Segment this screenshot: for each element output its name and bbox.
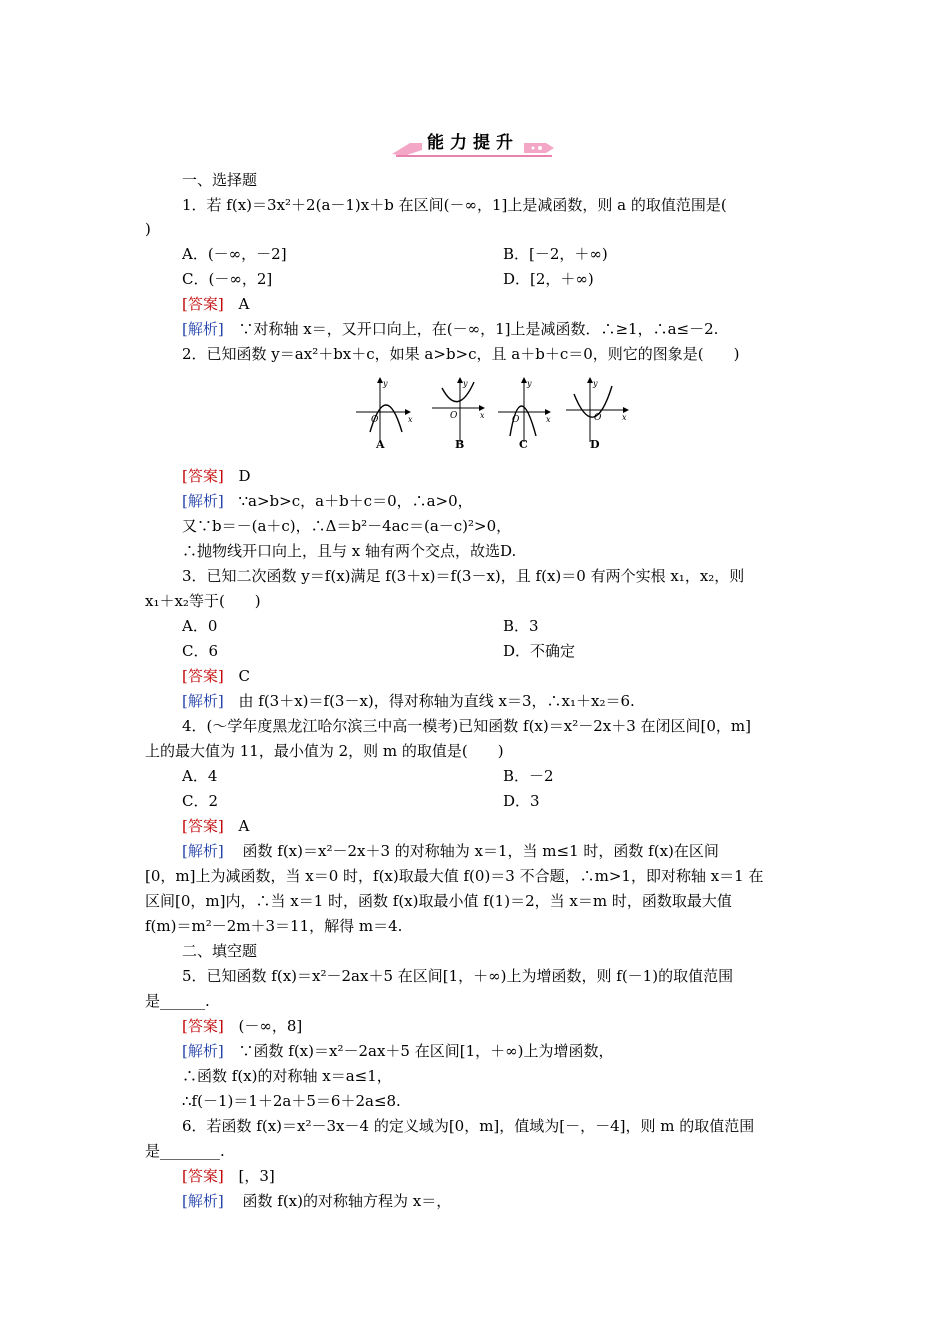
q4-stem: 4．(～学年度黑龙江哈尔滨三中高一模考)已知函数 f(x)＝x²－2x＋3 在闭区间[0，m] [182,717,751,735]
q4-answer [182,816,249,836]
q5-analysis-line3: ∴f(－1)＝1＋2a＋5＝6＋2a≤8. [182,1092,401,1110]
answer-tag: [答案] [182,667,224,685]
q2-stem: 2．已知函数 y＝ax²＋bx＋c，如果 a>b>c，且 a＋b＋c＝0，则它的图象是( ) [182,345,740,363]
analysis-tag: [解析] [182,1042,224,1060]
q1-stem-cont: ) [145,220,151,238]
axis-y-label: y [527,379,532,388]
analysis-text: 由 f(3＋x)＝f(3－x)，得对称轴为直线 x＝3，∴x₁＋x₂＝6. [238,692,635,710]
answer-value: C [238,667,250,685]
q1-option-b: B．[－2，＋∞) [503,245,608,263]
analysis-tag: [解析] [182,492,224,510]
origin-label: O [594,413,602,423]
q3-option-c: C．6 [182,642,219,660]
axis-x-label: x [480,411,485,420]
banner-title: 能力提升 [427,133,519,153]
answer-tag: [答案] [182,1167,224,1185]
axis-y-label: y [593,379,598,388]
q4-analysis-line2: [0，m]上为减函数，当 x＝0 时，f(x)取最大值 f(0)＝3 不合题，∴m>1，即对称轴 x＝1 在 [145,867,764,885]
graph-d [566,378,628,451]
q1-option-a: A．(－∞，－2] [182,245,287,263]
axis-x-label: x [408,415,413,424]
analysis-text: ∵函数 f(x)＝x²－2ax＋5 在区间[1，＋∞)上为增函数， [238,1042,614,1060]
q5-answer [182,1016,302,1036]
axis-y-label: y [383,379,388,388]
answer-value: A [238,817,250,835]
q1-analysis [182,319,718,339]
answer-value: D [238,467,251,485]
q3-option-a: A．0 [182,617,218,635]
analysis-tag: [解析] [182,692,224,710]
q2-analysis-line2: 又∵b＝－(a＋c)，∴Δ＝b²－4ac＝(a－c)²>0， [182,517,512,535]
analysis-text: 函数 f(x)的对称轴方程为 x＝， [242,1192,452,1210]
q4-option-b: B．－2 [503,767,554,785]
q5-analysis [182,1041,613,1061]
answer-tag: [答案] [182,295,224,313]
analysis-text: ∵对称轴 x＝，又开口向上，在(－∞，1]上是减函数．∴≥1，∴a≤－2. [238,320,719,338]
q4-stem-cont: 上的最大值为 11，最小值为 2，则 m 的取值是( ) [145,742,504,760]
answer-value: (－∞，8] [238,1017,303,1035]
section-heading-fill: 二、填空题 [182,942,258,960]
q4-analysis-line3: 区间[0，m]内，∴当 x＝1 时，函数 f(x)取最小值 f(1)＝2，当 x＝m 时，函数取最大值 [145,892,732,910]
section-banner [392,126,554,158]
q4-analysis-line4: f(m)＝m²－2m＋3＝11，解得 m＝4. [145,917,403,935]
q3-analysis [182,691,635,711]
q3-stem: 3．已知二次函数 y＝f(x)满足 f(3＋x)＝f(3－x)，且 f(x)＝0 有两个实根 x₁，x₂，则 [182,567,745,585]
q2-analysis [182,491,473,511]
q5-stem: 5．已知函数 f(x)＝x²－2ax＋5 在区间[1，＋∞)上为增函数，则 f(－1)的取值范围 [182,967,734,985]
q4-analysis [182,841,719,861]
q3-option-d: D．不确定 [503,642,576,660]
section-heading-choice: 一、选择题 [182,171,258,189]
analysis-tag: [解析] [182,320,224,338]
q1-answer [182,294,249,314]
q2-analysis-line3: ∴抛物线开口向上，且与 x 轴有两个交点，故选D. [182,542,517,560]
q3-stem-cont: x₁＋x₂等于( ) [145,592,261,610]
answer-value: A [238,295,250,313]
q1-option-d: D．[2，＋∞) [503,270,594,288]
answer-value: [，3] [238,1167,275,1185]
analysis-text: 函数 f(x)＝x²－2x＋3 的对称轴为 x＝1，当 m≤1 时，函数 f(x)在区间 [242,842,719,860]
graph-b [432,378,485,451]
graph-label-a: A [376,438,385,451]
q6-stem-cont: 是________. [145,1142,225,1160]
axis-x-label: x [622,413,627,422]
q6-stem: 6．若函数 f(x)＝x²－3x－4 的定义域为[0，m]，值域为[－，－4]，则 m 的取值范围 [182,1117,755,1135]
parabola-options-figure [350,374,640,454]
answer-tag: [答案] [182,467,224,485]
parabola-graphs [350,374,640,454]
answer-tag: [答案] [182,817,224,835]
q6-analysis [182,1191,451,1211]
graph-c [498,378,551,451]
analysis-text: ∵a>b>c，a＋b＋c＝0，∴a>0， [238,492,473,510]
q3-answer [182,666,250,686]
q1-stem: 1．若 f(x)＝3x²＋2(a－1)x＋b 在区间(－∞，1]上是减函数，则 a 的取值范围是( [182,196,727,214]
analysis-tag: [解析] [182,842,224,860]
graph-label-d: D [590,438,600,451]
axis-y-label: y [463,379,468,388]
origin-label: O [450,411,458,421]
graph-a [356,378,413,451]
origin-label: O [512,415,520,425]
q5-stem-cont: 是______. [145,992,210,1010]
q6-answer [182,1166,275,1186]
q4-option-a: A．4 [182,767,218,785]
q3-option-b: B．3 [503,617,539,635]
graph-label-b: B [455,438,465,451]
q4-option-c: C．2 [182,792,219,810]
q1-option-c: C．(－∞，2] [182,270,273,288]
axis-x-label: x [546,415,551,424]
q2-answer [182,466,251,486]
answer-tag: [答案] [182,1017,224,1035]
analysis-tag: [解析] [182,1192,224,1210]
q5-analysis-line2: ∴函数 f(x)的对称轴 x＝a≤1， [182,1067,392,1085]
graph-label-c: C [519,438,528,451]
q4-option-d: D．3 [503,792,540,810]
origin-label: O [371,415,379,425]
